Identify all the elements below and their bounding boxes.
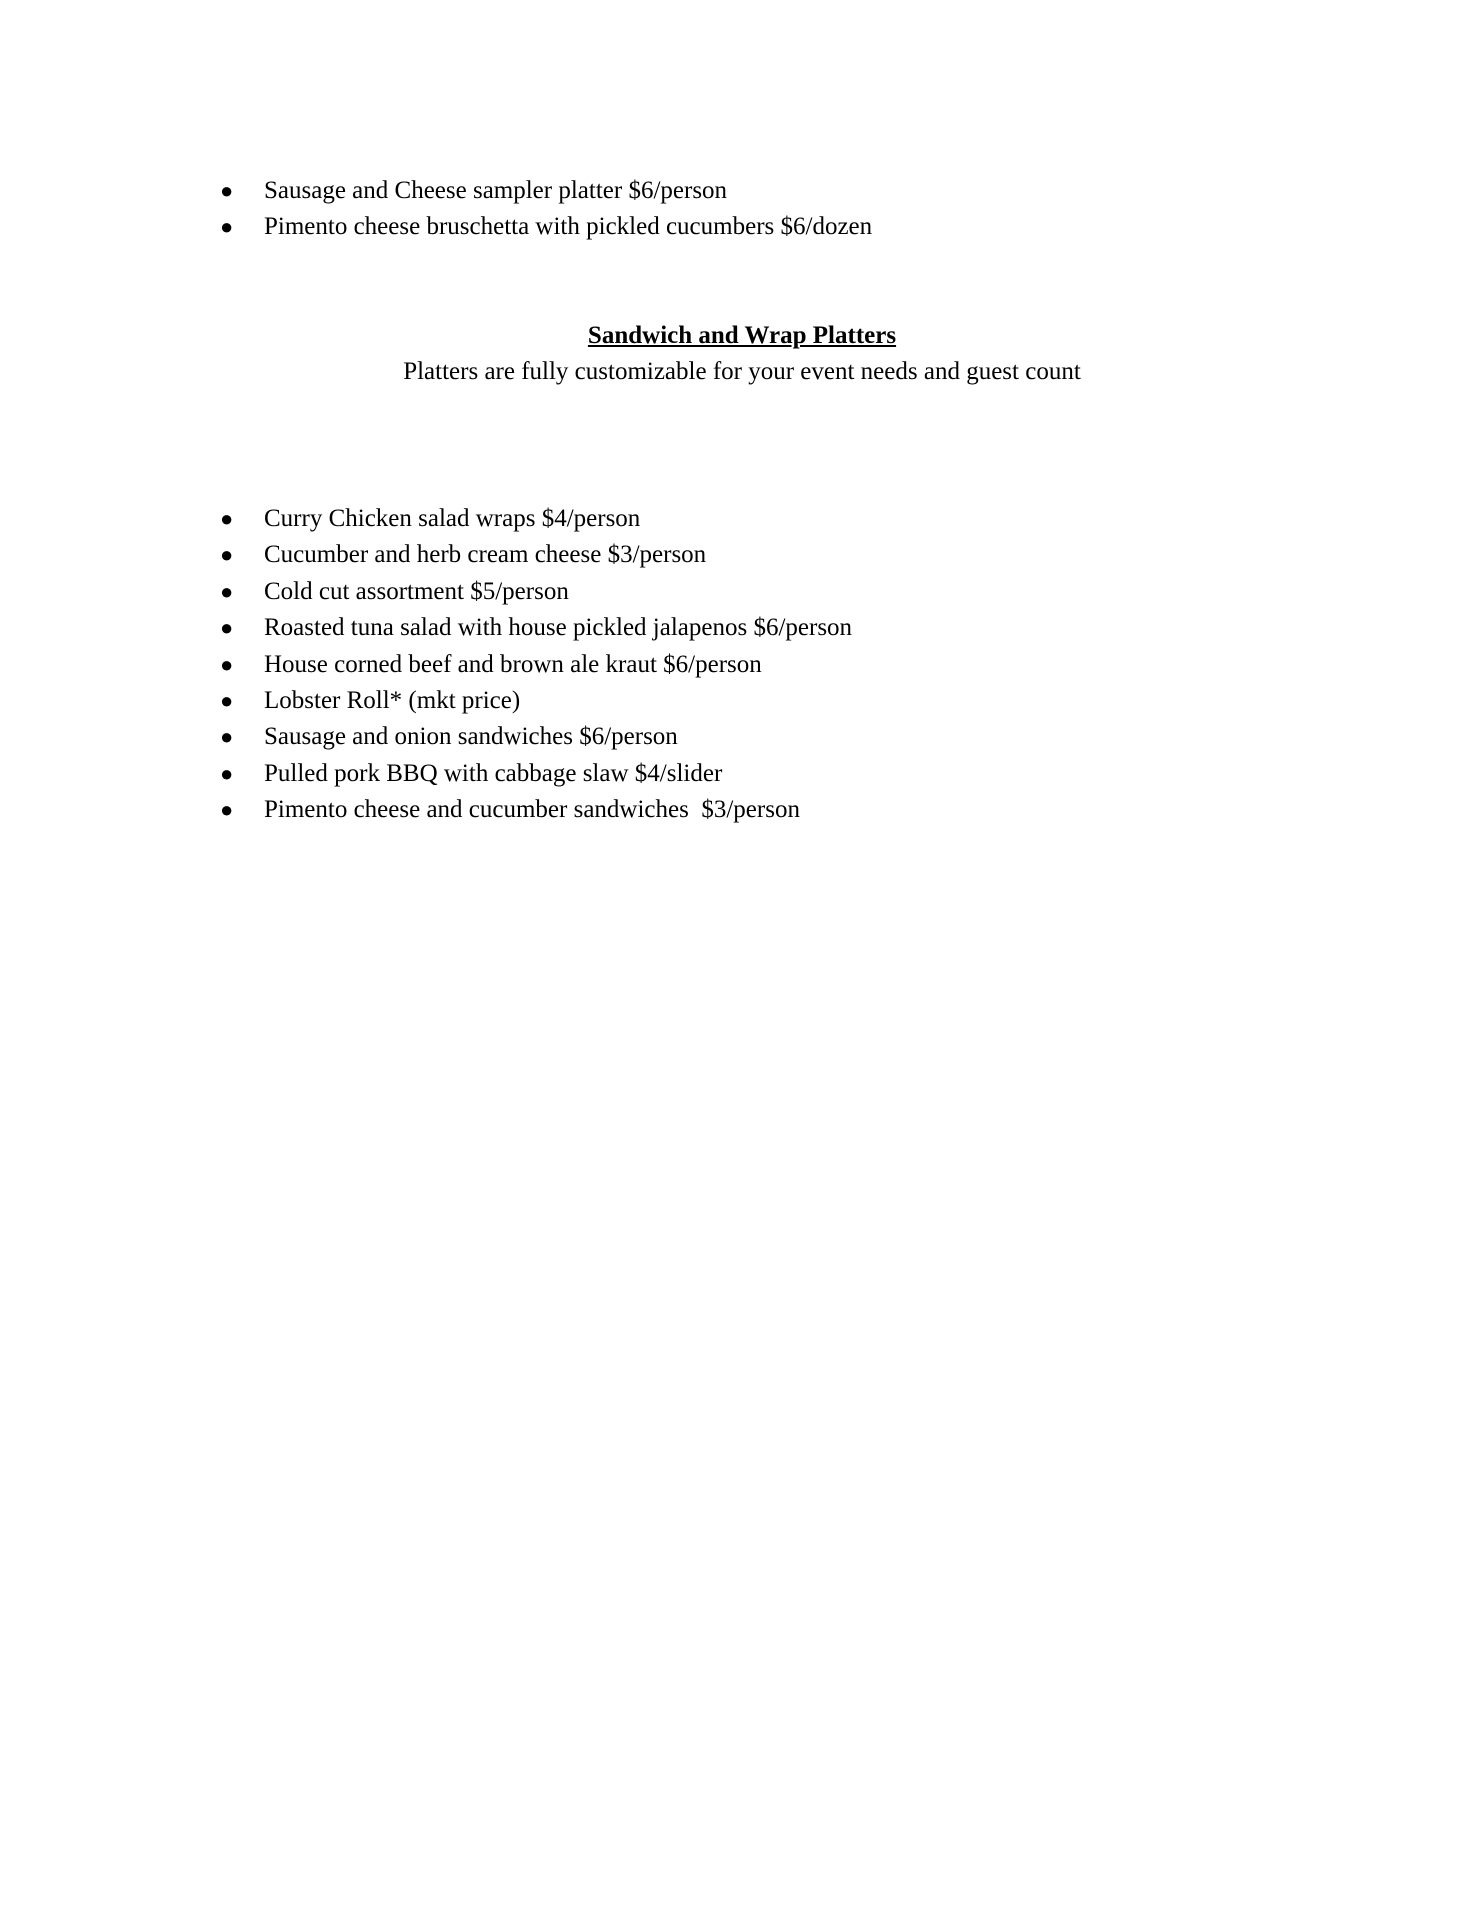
list-item-text: Pulled pork BBQ with cabbage slaw $4/slider	[264, 759, 723, 787]
section-subtitle: Platters are fully customizable for your event needs and guest count	[403, 358, 1081, 385]
list-item	[212, 683, 1312, 719]
bullet-icon: ●	[220, 178, 234, 203]
list-item	[212, 792, 1312, 828]
list-item-text: Pimento cheese and cucumber sandwiches $3/person	[264, 796, 800, 824]
bullet-icon: ●	[220, 214, 234, 240]
bullet-icon: ●	[220, 760, 234, 786]
sandwich-list	[212, 501, 1312, 829]
list-item	[212, 610, 1312, 646]
bullet-icon: ●	[220, 687, 234, 713]
section-title: Sandwich and Wrap Platters	[587, 322, 897, 349]
list-item	[212, 574, 1312, 610]
bullet-icon: ●	[220, 578, 234, 604]
list-item-text: Lobster Roll* (mkt price)	[264, 686, 521, 714]
list-item-text: Cold cut assortment $5/person	[264, 577, 569, 605]
list-item-text: House corned beef and brown ale kraut $6/person	[264, 650, 762, 678]
list-item	[212, 719, 1312, 755]
list-item	[212, 501, 1312, 537]
bullet-icon: ●	[220, 615, 234, 641]
bullet-icon: ●	[220, 506, 234, 531]
list-item-text: Curry Chicken salad wraps $4/person	[264, 505, 641, 532]
bullet-icon: ●	[220, 542, 234, 568]
list-item-text: Cucumber and herb cream cheese $3/person	[264, 541, 707, 569]
list-item	[212, 647, 1312, 683]
bullet-icon: ●	[220, 797, 234, 823]
bullet-icon: ●	[220, 651, 234, 677]
list-item-text: Sausage and onion sandwiches $6/person	[264, 723, 678, 751]
bullet-icon: ●	[220, 724, 234, 750]
list-item	[212, 173, 1312, 209]
appetizer-list	[212, 173, 1312, 246]
list-item-text: Sausage and Cheese sampler platter $6/person	[264, 177, 728, 204]
list-item	[212, 756, 1312, 792]
list-item	[212, 537, 1312, 573]
list-item	[212, 209, 1312, 245]
list-item-text: Pimento cheese bruschetta with pickled cucumbers $6/dozen	[264, 213, 873, 241]
list-item-text: Roasted tuna salad with house pickled jalapenos $6/person	[264, 614, 853, 642]
